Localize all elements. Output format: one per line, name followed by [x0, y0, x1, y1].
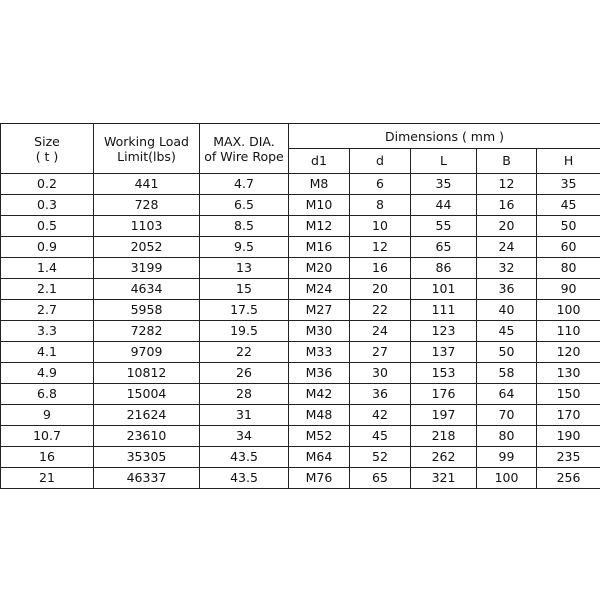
d1-cell: M27: [289, 300, 350, 321]
l-cell: 321: [411, 468, 477, 489]
table-row: [1, 384, 600, 405]
l-cell: 35: [411, 174, 477, 195]
l-cell: 86: [411, 258, 477, 279]
table-row: [1, 468, 600, 489]
h-cell: 60: [537, 237, 600, 258]
wire-rope-dia-cell: 22: [200, 342, 289, 363]
b-cell: 80: [477, 426, 537, 447]
working-load-cell: 46337: [94, 468, 200, 489]
working-load-cell: 4634: [94, 279, 200, 300]
h-cell: 190: [537, 426, 600, 447]
size-cell: 21: [1, 468, 94, 489]
table-row: [1, 237, 600, 258]
d1-cell: M10: [289, 195, 350, 216]
b-cell: 40: [477, 300, 537, 321]
h-cell: 256: [537, 468, 600, 489]
dim-header-h: H: [537, 149, 600, 174]
size-cell: 0.2: [1, 174, 94, 195]
working-load-cell: 10812: [94, 363, 200, 384]
wire-rope-dia-cell: 17.5: [200, 300, 289, 321]
working-load-cell: 21624: [94, 405, 200, 426]
d1-cell: M16: [289, 237, 350, 258]
working-load-cell: 9709: [94, 342, 200, 363]
size-cell: 1.4: [1, 258, 94, 279]
table-row: [1, 258, 600, 279]
h-cell: 100: [537, 300, 600, 321]
working-load-cell: 1103: [94, 216, 200, 237]
l-cell: 262: [411, 447, 477, 468]
d-cell: 22: [350, 300, 411, 321]
d1-cell: M24: [289, 279, 350, 300]
size-header-line2: ( t ): [35, 148, 59, 164]
working-load-cell: 35305: [94, 447, 200, 468]
d-cell: 20: [350, 279, 411, 300]
h-cell: 150: [537, 384, 600, 405]
table-row: [1, 363, 600, 384]
size-cell: 6.8: [1, 384, 94, 405]
l-cell: 111: [411, 300, 477, 321]
wire-rope-dia-cell: 43.5: [200, 447, 289, 468]
table-row: [1, 426, 600, 447]
wire-rope-dia-cell: 43.5: [200, 468, 289, 489]
d1-cell: M52: [289, 426, 350, 447]
h-cell: 120: [537, 342, 600, 363]
l-cell: 65: [411, 237, 477, 258]
b-cell: 20: [477, 216, 537, 237]
wire-rope-dia-header: [200, 124, 289, 174]
working-load-cell: 7282: [94, 321, 200, 342]
l-cell: 137: [411, 342, 477, 363]
wire-rope-dia-cell: 19.5: [200, 321, 289, 342]
wire-rope-dia-cell: 8.5: [200, 216, 289, 237]
wire-rope-dia-cell: 28: [200, 384, 289, 405]
working-load-cell: 15004: [94, 384, 200, 405]
working-load-cell: 23610: [94, 426, 200, 447]
working-load-cell: 728: [94, 195, 200, 216]
dim-header-d1: d1: [289, 149, 350, 174]
size-cell: 16: [1, 447, 94, 468]
l-cell: 176: [411, 384, 477, 405]
b-cell: 99: [477, 447, 537, 468]
l-cell: 55: [411, 216, 477, 237]
wire-rope-dia-cell: 26: [200, 363, 289, 384]
wire-rope-dia-cell: 31: [200, 405, 289, 426]
l-cell: 101: [411, 279, 477, 300]
d1-cell: M64: [289, 447, 350, 468]
d-cell: 42: [350, 405, 411, 426]
d1-cell: M20: [289, 258, 350, 279]
d-cell: 12: [350, 237, 411, 258]
wire-rope-dia-cell: 6.5: [200, 195, 289, 216]
table-row: [1, 300, 600, 321]
d1-cell: M48: [289, 405, 350, 426]
working-load-header-line2: Limit(lbs): [117, 148, 176, 164]
table-row: [1, 216, 600, 237]
size-cell: 4.9: [1, 363, 94, 384]
d1-cell: M42: [289, 384, 350, 405]
d-cell: 8: [350, 195, 411, 216]
size-cell: 10.7: [1, 426, 94, 447]
table-row: [1, 279, 600, 300]
d1-cell: M12: [289, 216, 350, 237]
working-load-cell: 441: [94, 174, 200, 195]
h-cell: 130: [537, 363, 600, 384]
table-row: [1, 321, 600, 342]
wire-rope-dia-header-line2: of Wire Rope: [204, 148, 284, 164]
table-row: [1, 195, 600, 216]
h-cell: 50: [537, 216, 600, 237]
d-cell: 45: [350, 426, 411, 447]
size-cell: 3.3: [1, 321, 94, 342]
b-cell: 32: [477, 258, 537, 279]
d-cell: 6: [350, 174, 411, 195]
b-cell: 50: [477, 342, 537, 363]
d-cell: 65: [350, 468, 411, 489]
working-load-header-line1: Working Load: [104, 133, 189, 149]
wire-rope-dia-cell: 4.7: [200, 174, 289, 195]
dim-header-d: d: [350, 149, 411, 174]
dim-header-b: B: [477, 149, 537, 174]
d-cell: 30: [350, 363, 411, 384]
d-cell: 52: [350, 447, 411, 468]
b-cell: 100: [477, 468, 537, 489]
b-cell: 64: [477, 384, 537, 405]
size-cell: 0.9: [1, 237, 94, 258]
spec-table: [0, 123, 600, 489]
b-cell: 16: [477, 195, 537, 216]
d1-cell: M36: [289, 363, 350, 384]
d-cell: 16: [350, 258, 411, 279]
size-cell: 4.1: [1, 342, 94, 363]
size-cell: 0.5: [1, 216, 94, 237]
d-cell: 36: [350, 384, 411, 405]
b-cell: 70: [477, 405, 537, 426]
size-cell: 2.7: [1, 300, 94, 321]
b-cell: 12: [477, 174, 537, 195]
h-cell: 170: [537, 405, 600, 426]
working-load-header: [94, 124, 200, 174]
h-cell: 110: [537, 321, 600, 342]
d-cell: 24: [350, 321, 411, 342]
b-cell: 58: [477, 363, 537, 384]
d1-cell: M8: [289, 174, 350, 195]
header-row: [1, 124, 600, 149]
l-cell: 44: [411, 195, 477, 216]
h-cell: 35: [537, 174, 600, 195]
l-cell: 218: [411, 426, 477, 447]
d-cell: 27: [350, 342, 411, 363]
dimensions-header: Dimensions ( mm ): [289, 124, 600, 149]
dim-header-l: L: [411, 149, 477, 174]
h-cell: 45: [537, 195, 600, 216]
d-cell: 10: [350, 216, 411, 237]
wire-rope-dia-cell: 34: [200, 426, 289, 447]
size-cell: 9: [1, 405, 94, 426]
d1-cell: M76: [289, 468, 350, 489]
l-cell: 197: [411, 405, 477, 426]
size-header-line1: Size: [34, 133, 60, 149]
size-header: [1, 124, 94, 174]
d1-cell: M30: [289, 321, 350, 342]
working-load-cell: 3199: [94, 258, 200, 279]
table-row: [1, 447, 600, 468]
table-row: [1, 174, 600, 195]
h-cell: 90: [537, 279, 600, 300]
d1-cell: M33: [289, 342, 350, 363]
working-load-cell: 5958: [94, 300, 200, 321]
h-cell: 80: [537, 258, 600, 279]
l-cell: 123: [411, 321, 477, 342]
table-body: [1, 174, 600, 489]
table-row: [1, 405, 600, 426]
l-cell: 153: [411, 363, 477, 384]
h-cell: 235: [537, 447, 600, 468]
working-load-cell: 2052: [94, 237, 200, 258]
b-cell: 36: [477, 279, 537, 300]
wire-rope-dia-cell: 13: [200, 258, 289, 279]
wire-rope-dia-cell: 9.5: [200, 237, 289, 258]
b-cell: 24: [477, 237, 537, 258]
size-cell: 0.3: [1, 195, 94, 216]
table-row: [1, 342, 600, 363]
wire-rope-dia-cell: 15: [200, 279, 289, 300]
size-cell: 2.1: [1, 279, 94, 300]
b-cell: 45: [477, 321, 537, 342]
wire-rope-dia-header-line1: MAX. DIA.: [213, 133, 275, 149]
